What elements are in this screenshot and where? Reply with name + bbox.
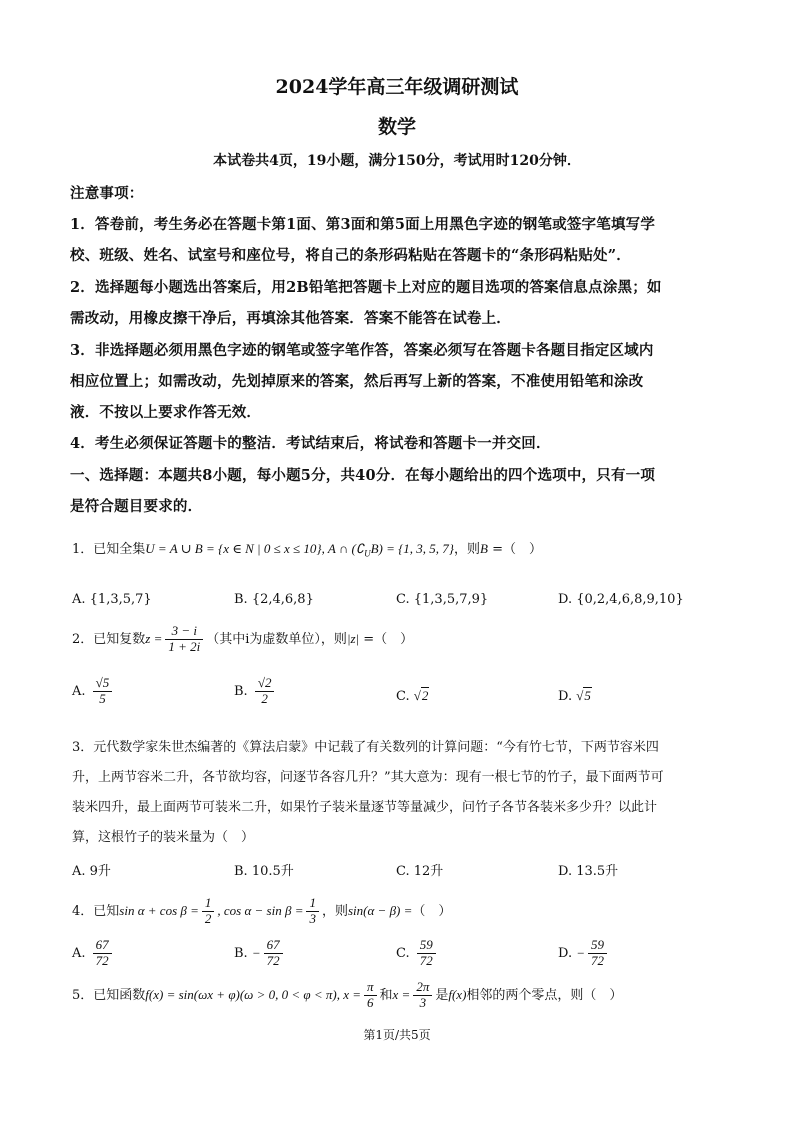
q1-option-c: C. {1,3,5,7,9} (396, 592, 489, 607)
note-line: 校、班级、姓名、试室号和座位号，将自己的条形码粘贴在答题卡的“条形码粘贴处”． (70, 247, 631, 264)
fraction-numerator: 59 (417, 938, 436, 954)
q2-option-d (558, 688, 592, 704)
option-label: B. (234, 945, 248, 961)
option-label: C. (396, 945, 410, 961)
q5-mid: 和 (379, 987, 393, 1003)
section-heading-line: 一、选择题：本题共8小题，每小题5分，共40分．在每小题给出的四个选项中，只有一项 (70, 467, 656, 484)
q1-complement-subscript: U (364, 548, 371, 559)
q3-option-d: D. 13.5升 (558, 864, 619, 879)
q3-line: 装米四升，最上面两节可装米二升，如果竹子装米量逐节等量减少，问竹子各节各装米多少升？以此计 (72, 800, 658, 815)
q3-option-a: A. 9升 (72, 864, 111, 879)
q2-middle: （其中i为虚数单位），则 (206, 631, 347, 647)
q2-numerator: 3 − i (165, 624, 203, 640)
section-heading-line: 是符合题目要求的． (70, 498, 203, 515)
fraction-numerator: 59 (588, 938, 607, 954)
q4-suffix: ，则 (321, 903, 348, 919)
q2-modulus: |z| (346, 630, 360, 646)
q1-option-b: B. {2,4,6,8} (234, 592, 314, 607)
q4-expr-3: sin(α − β) = (347, 902, 413, 918)
q4-fraction-1 (202, 896, 215, 927)
fraction-denominator: 72 (266, 952, 280, 968)
q3-option-c: C. 12升 (396, 864, 444, 879)
fraction-denominator: 6 (367, 994, 374, 1010)
exam-title: 2024学年高三年级调研测试 (275, 76, 519, 98)
option-label: D. (558, 689, 573, 704)
q5-fraction-1 (364, 980, 377, 1011)
fraction-denominator: 72 (95, 952, 109, 968)
q4-expr-1: sin α + cos β = (119, 902, 199, 918)
fraction-numerator: 1 (202, 896, 215, 912)
option-label: A. (72, 945, 86, 961)
q3-line: 算，这根竹子的装米量为（ ） (72, 830, 255, 845)
q3-option-b: B. 10.5升 (234, 864, 294, 879)
q4-expr-2: , cos α − sin β = (217, 902, 304, 918)
fraction-denominator: 3 (419, 994, 427, 1010)
q2-option-c-root (414, 688, 430, 704)
q2-option-b-fraction (255, 676, 275, 707)
q3-line: 升，上两节容米二升，各节欲均容，问逐节各容几升？”其大意为：现有一根七节的竹子，最下面两节可 (72, 770, 664, 785)
minus-sign: − (576, 945, 586, 961)
fraction-denominator: 3 (309, 910, 316, 926)
radical-sign: √ (576, 688, 584, 703)
exam-subject: 数学 (377, 116, 416, 138)
q1-option-d: D. {0,2,4,6,8,9,10} (558, 592, 684, 607)
q2-denominator: 1 + 2i (168, 638, 201, 654)
q2-option-b (234, 676, 277, 707)
q2-prefix: 2．已知复数 (72, 631, 146, 647)
q1-prefix: 1．已知全集 (72, 542, 146, 557)
question-4 (72, 896, 451, 927)
note-line: 2．选择题每小题选出答案后，用2B铅笔把答题卡上对应的题目选项的答案信息点涂黑；如 (70, 279, 662, 296)
q4-tail: （ ） (412, 903, 452, 919)
fraction-denominator: 5 (99, 690, 106, 706)
q1-target: B (480, 541, 488, 556)
option-label: A. (72, 683, 86, 699)
radical-sign: √ (413, 688, 421, 703)
q2-option-d-root (576, 688, 592, 704)
q4-option-b-fraction (264, 938, 283, 969)
q2-tail: =（ ） (359, 631, 414, 647)
question-5 (72, 980, 622, 1011)
q2-fraction (165, 624, 203, 655)
option-label: B. (234, 683, 248, 699)
notes-heading: 注意事项： (70, 185, 144, 202)
fraction-numerator: 2π (413, 980, 432, 996)
fraction-denominator: 2 (204, 910, 212, 926)
q4-option-d-fraction (588, 938, 607, 969)
fraction-numerator: 67 (264, 938, 283, 954)
q2-option-c (396, 688, 429, 704)
q5-expr-1: f(x) = sin(ωx + φ)(ω > 0, 0 < φ < π), x = (145, 986, 361, 1002)
q5-expr-2: x = (392, 986, 411, 1002)
q1-set-expression-2: B) = {1, 3, 5, 7} (370, 541, 455, 556)
note-line: 4．考生必须保证答题卡的整洁．考试结束后，将试卷和答题卡一并交回． (70, 435, 551, 452)
q2-option-a-fraction (93, 676, 113, 707)
q5-expr-3: f(x) (448, 986, 467, 1002)
q2-lhs: z = (145, 630, 163, 646)
q5-prefix: 5．已知函数 (72, 987, 146, 1003)
fraction-numerator: 1 (306, 896, 319, 912)
q4-option-b (234, 938, 286, 969)
q5-tail: 相邻的两个零点，则（ ） (466, 987, 623, 1003)
fraction-numerator: 67 (93, 938, 112, 954)
fraction-denominator: 2 (261, 690, 268, 706)
q2-option-a (72, 676, 115, 707)
q4-option-d (558, 938, 610, 969)
q1-set-expression: U = A ∪ B = {x ∈ N | 0 ≤ x ≤ 10}, A ∩ (∁ (145, 541, 365, 556)
option-label: D. (558, 945, 573, 961)
q5-mid-2: 是 (435, 987, 449, 1003)
fraction-denominator: 72 (591, 952, 605, 968)
question-1 (72, 538, 542, 559)
note-line: 1．答卷前，考生务必在答题卡第1面、第3面和第5面上用黑色字迹的钢笔或签字笔填写学 (70, 216, 656, 233)
q1-tail: =（ ） (487, 542, 543, 557)
q4-prefix: 4．已知 (72, 903, 120, 919)
fraction-numerator: π (364, 980, 377, 996)
fraction-numerator: √2 (255, 676, 275, 692)
q4-option-a-fraction (93, 938, 112, 969)
option-label: C. (396, 689, 410, 704)
note-line: 液．不按以上要求作答无效． (70, 404, 262, 421)
q4-fraction-2 (306, 896, 319, 927)
minus-sign: − (251, 945, 261, 961)
q1-option-a: A. {1,3,5,7} (72, 592, 152, 607)
page-footer: 第1页/共5页 (363, 1028, 431, 1042)
exam-info: 本试卷共4页，19小题，满分150分，考试用时120分钟． (213, 153, 581, 169)
q4-option-c (396, 938, 439, 969)
note-line: 3．非选择题必须用黑色字迹的钢笔或签字笔作答，答案必须写在答题卡各题目指定区域内 (70, 342, 654, 359)
fraction-denominator: 72 (419, 952, 433, 968)
note-line: 相应位置上；如需改动，先划掉原来的答案，然后再写上新的答案，不准使用铅笔和涂改 (70, 373, 644, 390)
q3-line: 3．元代数学家朱世杰编著的《算法启蒙》中记载了有关数列的计算问题：“今有竹七节，下两节容米四 (72, 740, 659, 755)
fraction-numerator: √5 (93, 676, 113, 692)
radicand: 2 (421, 688, 429, 703)
question-2 (72, 624, 413, 655)
q1-suffix: ，则 (454, 542, 481, 557)
q4-option-c-fraction (417, 938, 436, 969)
radicand: 5 (584, 688, 591, 703)
q4-option-a (72, 938, 115, 969)
note-line: 需改动，用橡皮擦干净后，再填涂其他答案．答案不能答在试卷上． (70, 310, 511, 327)
q5-fraction-2 (413, 980, 432, 1011)
